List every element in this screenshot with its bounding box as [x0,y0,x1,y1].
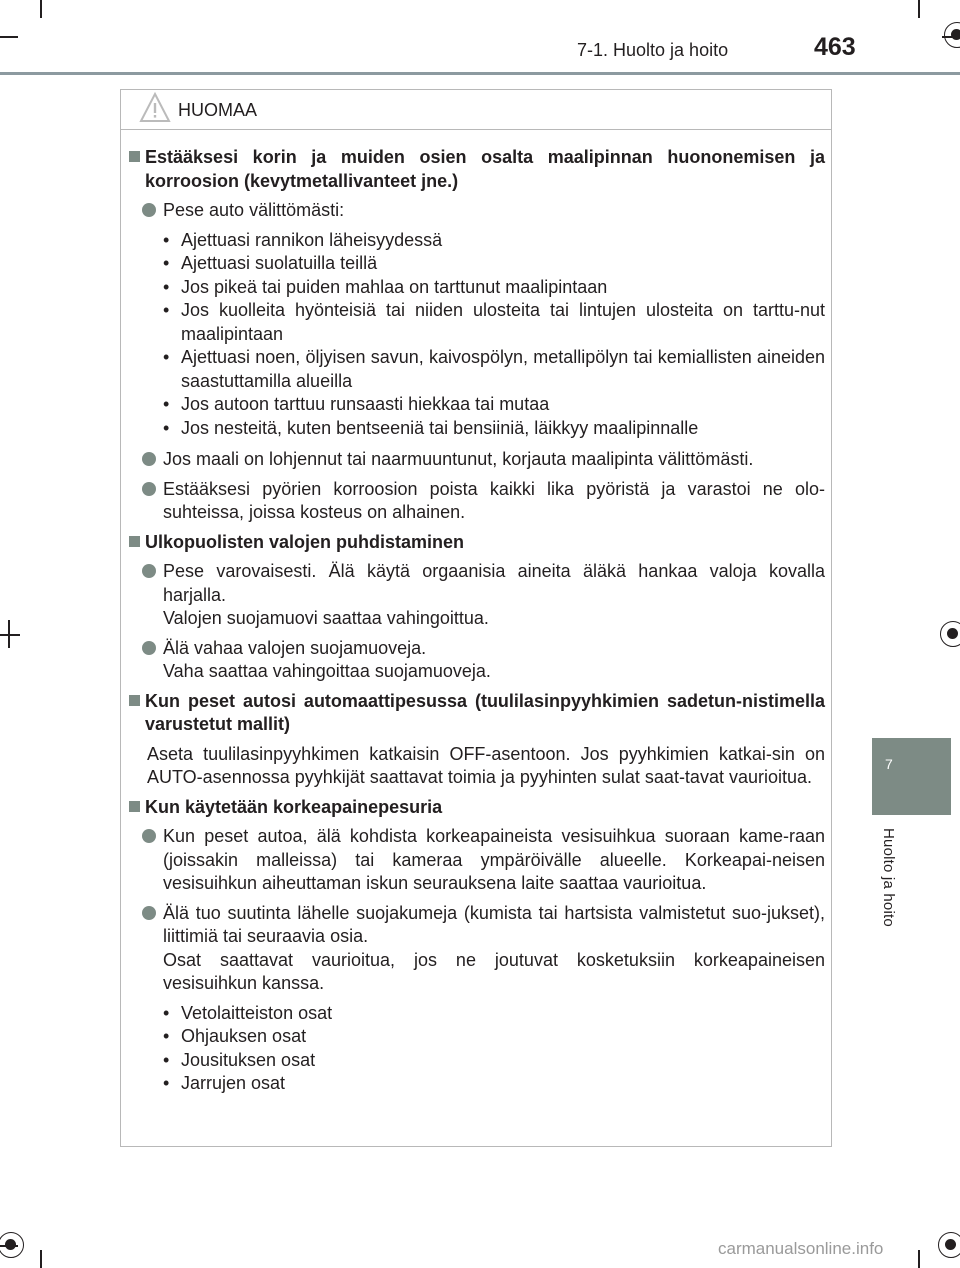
dot-item: Älä tuo suutinta lähelle suojakumeja (kumista tai hartsista valmistetut suo-jukset), liittimiä tai seuraavia osia. Osat saattavat vaurioitua, jos ne joutuvat kosketuksiin korkeapaineisen vesisuihkun kanssa. [129,902,825,996]
section-heading: Ulkopuolisten valojen puhdistaminen [129,531,825,555]
list-item: • Jos nesteitä, kuten bentseeniä tai bensiiniä, läikkyy maalipinnalle [163,417,825,441]
square-bullet-icon [129,801,140,812]
crop-mark [918,1250,920,1268]
list-item: • Jos pikeä tai puiden mahlaa on tarttunut maalipintaan [163,276,825,300]
circle-bullet-icon [142,203,156,217]
section-label: 7-1. Huolto ja hoito [577,40,729,60]
circle-bullet-icon [142,829,156,843]
header-rule [0,72,960,75]
list-item: • Jousituksen osat [163,1049,825,1073]
dot-item: Pese varovaisesti. Älä käytä orgaanisia aineita äläkä hankaa valoja kovalla harjalla. Valojen suojamuovi saattaa vahingoittua. [129,560,825,631]
registration-mark-icon [938,1232,960,1258]
chapter-side-title: Huolto ja hoito [880,828,897,927]
section-heading: Kun peset autosi automaattipesussa (tuulilasinpyyhkimien sadetun-nistimella varustetut mallit) [129,690,825,737]
chapter-tab-number: 7 [885,756,893,772]
list-item: • Ajettuasi noen, öljyisen savun, kaivospölyn, metallipölyn tai kemiallisten aineiden saastuttamilla alueilla [163,346,825,393]
square-bullet-icon [129,536,140,547]
dot-item: Älä vahaa valojen suojamuoveja. Vaha saattaa vahingoittaa suojamuoveja. [129,637,825,684]
list-item: • Ajettuasi rannikon läheisyydessä [163,229,825,253]
notice-title: HUOMAA [178,100,258,120]
crop-mark [0,36,18,38]
page-number: 463 [814,33,856,61]
bullet-list [129,1002,825,1096]
section-heading: Kun käytetään korkeapainepesuria [129,796,825,820]
circle-bullet-icon [142,641,156,655]
square-bullet-icon [129,151,140,162]
crop-mark [40,0,42,18]
list-item: • Ajettuasi suolatuilla teillä [163,252,825,276]
circle-bullet-icon [142,482,156,496]
registration-mark-icon [944,22,960,48]
warning-triangle-icon [139,92,171,124]
square-bullet-icon [129,695,140,706]
chapter-tab [872,738,951,815]
dot-item: Pese auto välittömästi: [129,199,825,223]
crop-mark [918,0,920,18]
notice-content [129,146,825,1104]
crop-mark [40,1250,42,1268]
crop-mark [8,620,10,648]
registration-mark-icon [940,621,960,647]
watermark: carmanualsonline.info [718,1239,884,1258]
registration-mark-icon [0,1232,24,1258]
section-heading: Estääksesi korin ja muiden osien osalta maalipinnan huononemisen ja korroosion (kevytmetallivanteet jne.) [129,146,825,193]
circle-bullet-icon [142,564,156,578]
notice-header [121,90,831,130]
dot-item: Kun peset autoa, älä kohdista korkeapaineista vesisuihkua suoraan kame-raan (joissakin malleissa) tai kameraa ympäröivälle alueelle. Korkeapai-neisen vesisuihkun aiheuttaman iskun seurauksena laite saattaa vaurioitua. [129,825,825,896]
notice-box [120,89,832,1147]
circle-bullet-icon [142,906,156,920]
dot-item: Jos maali on lohjennut tai naarmuuntunut, korjauta maalipinta välittömästi. [129,448,825,472]
crop-mark [0,634,20,636]
dot-item: Estääksesi pyörien korroosion poista kaikki lika pyöristä ja varastoi ne olo-suhteissa, joissa kosteus on alhainen. [129,478,825,525]
list-item: • Jos autoon tarttuu runsaasti hiekkaa tai mutaa [163,393,825,417]
list-item: • Jos kuolleita hyönteisiä tai niiden ulosteita tai lintujen ulosteita on tarttu-nut maalipintaan [163,299,825,346]
paragraph: Aseta tuulilasinpyyhkimen katkaisin OFF-asentoon. Jos pyyhkimien katkai-sin on AUTO-asennossa pyyhkijät saattavat toimia ja pyyhinten sulat saat-tavat vaurioitua. [147,743,825,787]
list-item: • Vetolaitteiston osat [163,1002,825,1026]
circle-bullet-icon [142,452,156,466]
bullet-list [129,229,825,441]
list-item: • Ohjauksen osat [163,1025,825,1049]
list-item: • Jarrujen osat [163,1072,825,1096]
